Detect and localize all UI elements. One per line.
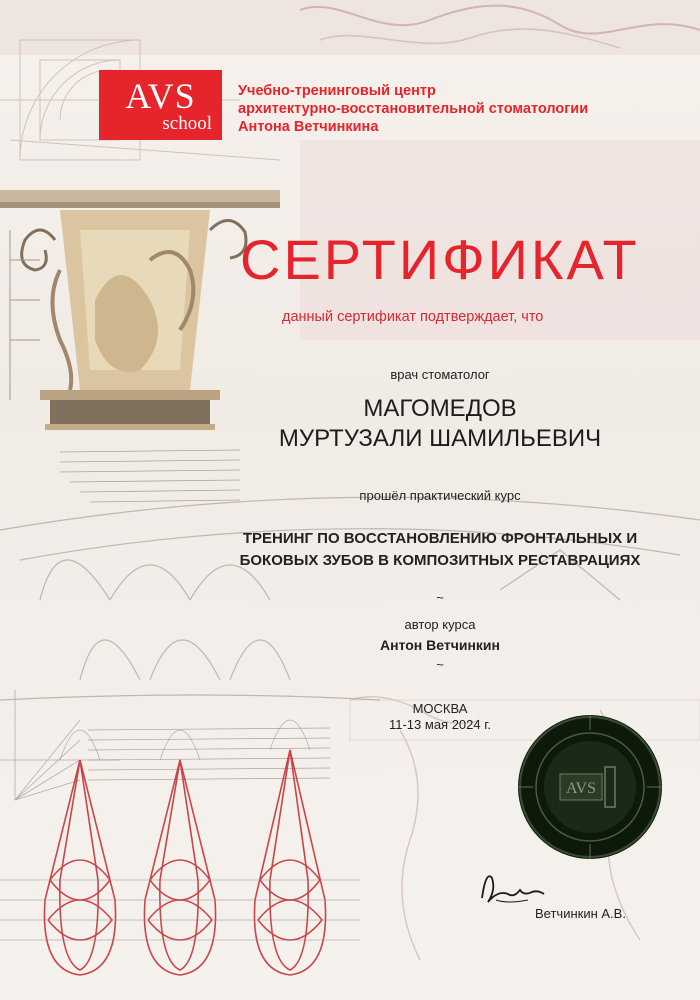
signer-name: Ветчинкин А.В.	[535, 906, 626, 921]
official-seal	[515, 712, 665, 862]
seal-text: AVS	[566, 780, 596, 797]
tooth-guide-lines	[0, 720, 360, 940]
tooth-outline-drawings	[44, 750, 325, 975]
separator-tilde-2: ~	[436, 657, 444, 672]
logo-text-school: school	[162, 113, 212, 134]
measurement-fan	[0, 690, 120, 800]
course-title-line-1: ТРЕНИНГ ПО ВОССТАНОВЛЕНИЮ ФРОНТАЛЬНЫХ И	[242, 530, 638, 547]
training-center-name	[238, 82, 678, 136]
avs-school-logo	[99, 70, 222, 140]
recipient-surname: МАГОМЕДОВ	[363, 395, 517, 422]
city: МОСКВА	[412, 701, 468, 716]
top-ornament-band	[0, 0, 700, 55]
center-name-line-2: архитектурно-восстановительной стоматологии	[238, 101, 589, 117]
recipient-profession: врач стоматолог	[390, 367, 490, 382]
course-author-label: автор курса	[404, 617, 476, 632]
center-name-line-1: Учебно-тренинговый центр	[238, 83, 436, 99]
certificate-title: СЕРТИФИКАТ	[240, 228, 640, 291]
course-author-name: Антон Ветчинкин	[380, 637, 500, 653]
recipient-given-names: МУРТУЗАЛИ ШАМИЛЬЕВИЧ	[278, 425, 602, 452]
logo-text-avs: AVS	[125, 76, 196, 116]
separator-tilde-1: ~	[436, 590, 444, 605]
completion-statement: прошёл практический курс	[359, 488, 521, 503]
course-title-line-2: БОКОВЫХ ЗУБОВ В КОМПОЗИТНЫХ РЕСТАВРАЦИЯХ	[239, 552, 641, 569]
course-dates: 11-13 мая 2024 г.	[388, 717, 491, 732]
center-name-line-3: Антона Ветчинкина	[238, 119, 379, 135]
certificate-subtitle: данный сертификат подтверждает, что	[282, 309, 544, 325]
